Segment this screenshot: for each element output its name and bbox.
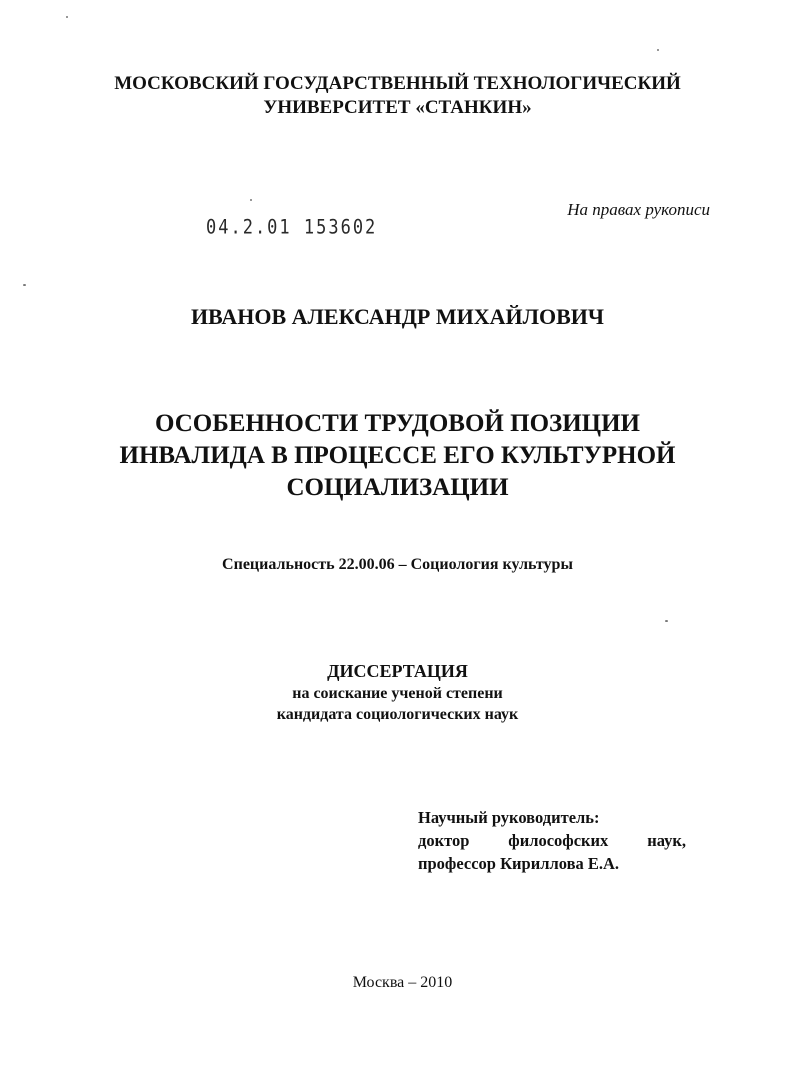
- degree-line-2: кандидата социологических наук: [276, 706, 519, 723]
- title-line-1: ОСОБЕННОСТИ ТРУДОВОЙ ПОЗИЦИИ: [155, 410, 640, 437]
- scan-speck: [665, 620, 668, 622]
- scan-speck: [657, 49, 659, 51]
- supervisor-name: профессор Кириллова Е.А.: [418, 854, 620, 873]
- dissertation-title: [0, 408, 795, 504]
- registration-stamp-number: 04.2.01 153602: [206, 216, 378, 239]
- specialty: Специальность 22.00.06 – Социология культуры: [222, 556, 573, 573]
- degree-line-1: на соискание ученой степени: [292, 685, 503, 702]
- scan-speck: [23, 284, 26, 286]
- author-name: ИВАНОВ АЛЕКСАНДР МИХАЙЛОВИЧ: [190, 304, 605, 329]
- supervisor-heading: Научный руководитель:: [418, 808, 600, 827]
- place-and-year: Москва – 2010: [352, 974, 453, 991]
- supervisor-block: [418, 806, 686, 875]
- university-line-1: МОСКОВСКИЙ ГОСУДАРСТВЕННЫЙ ТЕХНОЛОГИЧЕСКИЙ: [114, 73, 681, 94]
- dissertation-label: ДИССЕРТАЦИЯ: [327, 661, 468, 681]
- scan-speck: [66, 16, 68, 18]
- degree-description: [0, 683, 795, 725]
- university-name: [0, 72, 795, 120]
- title-line-3: СОЦИАЛИЗАЦИИ: [286, 474, 509, 501]
- supervisor-degree: доктор философских наук,: [418, 831, 686, 850]
- manuscript-rights-note: На правах рукописи: [567, 200, 710, 219]
- university-line-2: УНИВЕРСИТЕТ «СТАНКИН»: [263, 97, 532, 118]
- scan-speck: [250, 199, 252, 201]
- title-line-2: ИНВАЛИДА В ПРОЦЕССЕ ЕГО КУЛЬТУРНОЙ: [119, 442, 676, 469]
